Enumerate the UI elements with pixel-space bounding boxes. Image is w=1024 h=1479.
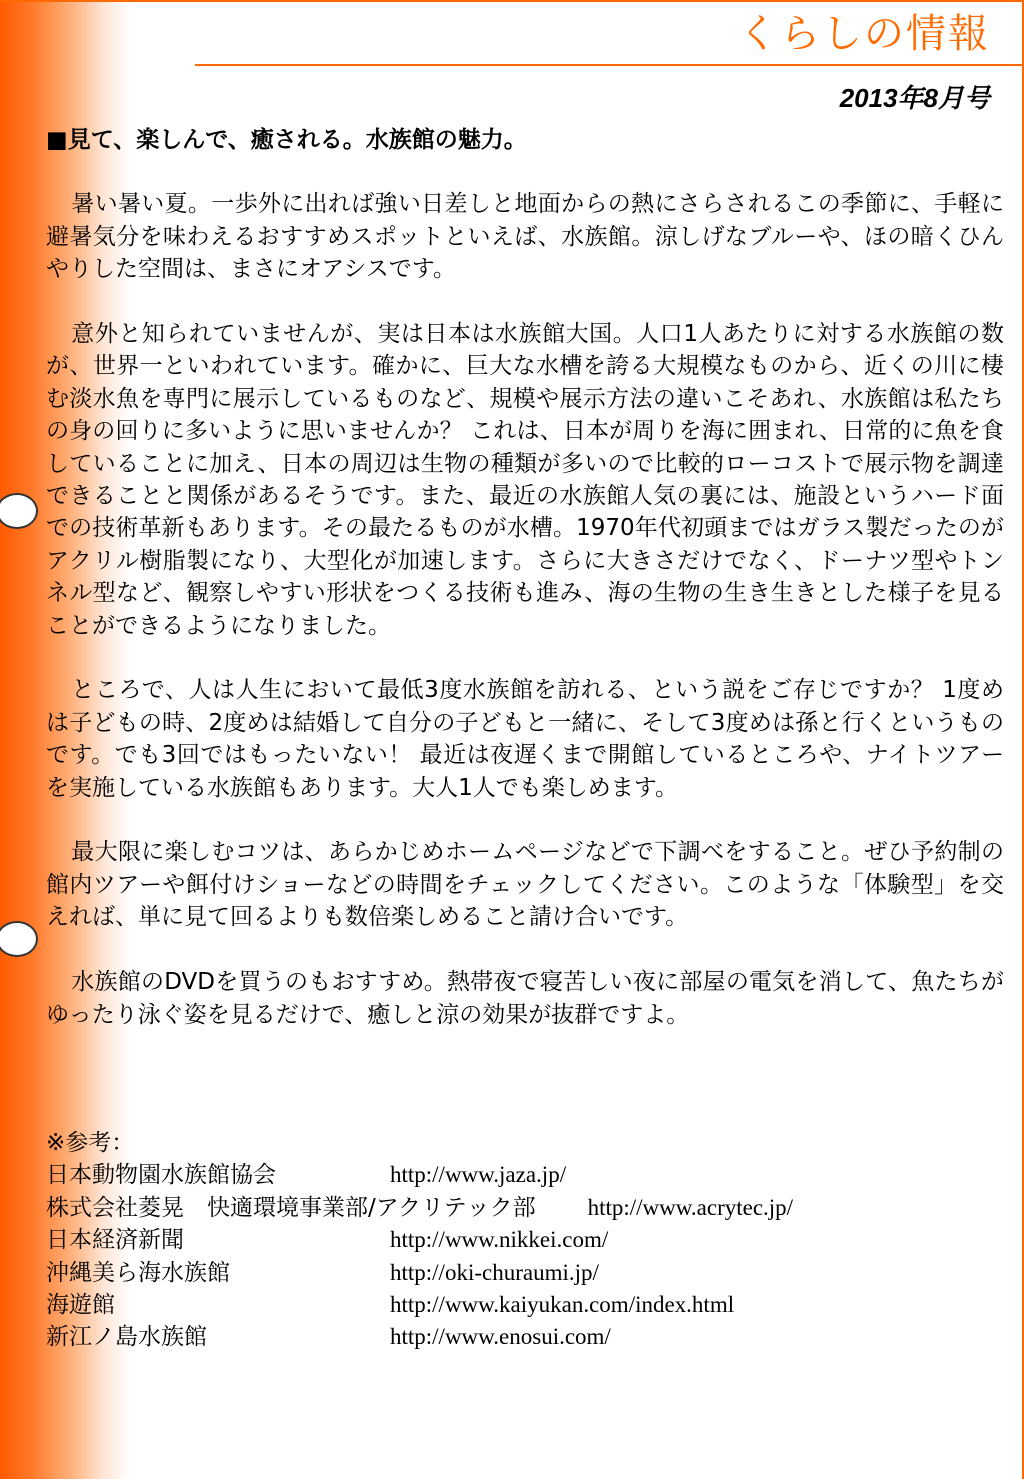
- reference-row: [46, 1192, 1004, 1224]
- reference-url[interactable]: http://www.nikkei.com/: [390, 1227, 609, 1253]
- reference-url[interactable]: http://www.kaiyukan.com/index.html: [390, 1291, 735, 1317]
- reference-row: [46, 1159, 1004, 1191]
- reference-name: 日本経済新聞: [46, 1227, 184, 1254]
- header-divider: [195, 64, 1024, 66]
- article-heading: ■見て、楽しんで、癒される。水族館の魅力。: [46, 127, 527, 153]
- reference-url[interactable]: http://www.enosui.com/: [390, 1324, 611, 1350]
- article-paragraph: 意外と知られていませんが、実は日本は水族館大国。人口1人あたりに対する水族館の数が、世界一といわれています。確かに、巨大な水槽を誇る大規模なものから、近くの川に棲む淡水魚を専門に展示しているものなど、規模や展示方法の違いこそあれ、水族館は私たちの身の回りに多いように思いませんか？ これは、日本が周りを海に囲まれ、日常的に魚を食していることに加え、日本の周辺は生物の種類が多いので比較的ローコストで展示物を調達できることと関係があるそうです。また、最近の水族館人気の裏には、施設というハード面での技術革新もあります。その最たるものが水槽。1970年代初頭まではガラス製だったのがアクリル樹脂製になり、大型化が加速します。さらに大きさだけでなく、ドーナツ型やトンネル型など、観察しやすい形状をつくる技術も進み、海の生物の生き生きとした様子を見ることができるようになりました。: [46, 321, 1004, 639]
- references-label: ※参考：: [46, 1129, 135, 1156]
- article-body: [46, 124, 1004, 1354]
- references-section: [46, 1127, 1004, 1354]
- article-paragraph: 暑い暑い夏。一歩外に出れば強い日差しと地面からの熱にさらされるこの季節に、手軽に避暑気分を味わえるおすすめスポットといえば、水族館。涼しげなブルーや、ほの暗くひんやりした空間は、まさにオアシスです。: [46, 191, 1004, 283]
- reference-url[interactable]: http://www.acrytec.jp/: [587, 1194, 794, 1220]
- page-title: くらしの情報: [738, 11, 990, 57]
- reference-row: [46, 1289, 1004, 1321]
- reference-row: [46, 1224, 1004, 1256]
- reference-url[interactable]: http://oki-churaumi.jp/: [390, 1259, 599, 1285]
- article-paragraph: 最大限に楽しむコツは、あらかじめホームページなどで下調べをすること。ぜひ予約制の館内ツアーや餌付けショーなどの時間をチェックしてください。このような「体験型」を交えれば、単に見て回るよりも数倍楽しめること請け合いです。: [46, 839, 1004, 931]
- article-paragraph: ところで、人は人生において最低3度水族館を訪れる、という説をご存じですか？ 1度めは子どもの時、2度めは結婚して自分の子どもと一緒に、そして3度めは孫と行くというものです。でも3回ではもったいない！ 最近は夜遅くまで開館しているところや、ナイトツアーを実施している水族館もあります。大人1人でも楽しめます。: [46, 677, 1004, 801]
- reference-name: 株式会社菱晃 快適環境事業部/アクリテック部: [46, 1194, 536, 1221]
- reference-url[interactable]: http://www.jaza.jp/: [390, 1162, 567, 1188]
- issue-date: 2013年8月号: [839, 83, 990, 113]
- article-paragraph: 水族館のDVDを買うのもおすすめ。熱帯夜で寝苦しい夜に部屋の電気を消して、魚たちがゆったり泳ぐ姿を見るだけで、癒しと涼の効果が抜群ですよ。: [46, 969, 1004, 1028]
- reference-row: [46, 1321, 1004, 1353]
- reference-name: 新江ノ島水族館: [46, 1324, 207, 1351]
- reference-row: [46, 1257, 1004, 1289]
- reference-name: 沖縄美ら海水族館: [46, 1259, 230, 1286]
- reference-name: 海遊館: [46, 1291, 115, 1318]
- reference-name: 日本動物園水族館協会: [46, 1162, 276, 1189]
